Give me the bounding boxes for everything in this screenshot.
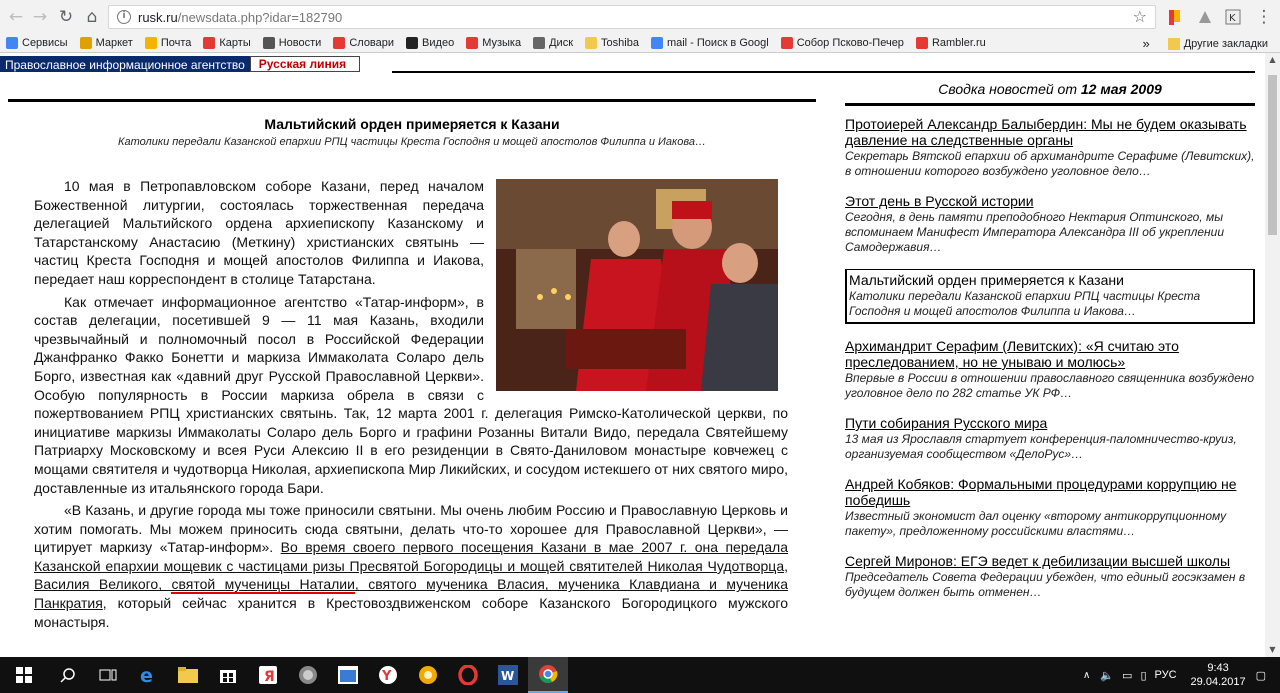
scroll-down-icon[interactable]: ▼ — [1269, 645, 1276, 654]
clock-date: 29.04.2017 — [1190, 676, 1246, 688]
article-rule — [8, 99, 816, 102]
underlined-text: Во время своего первого посещения Казани в мае 2007 г. она передала Казанской епархии мощевик с частицами ризы Пресвятой Богородицы и мощей святителей Николая Чудотворца, Василия Великого, — [34, 539, 788, 593]
svg-text:Я: Я — [264, 669, 275, 684]
bookmark-item[interactable]: Карты — [203, 37, 250, 49]
bookmark-star-icon[interactable]: ☆ — [1132, 7, 1147, 26]
news-desc: Впервые в России в отношении православного священника возбуждено уголовное дело по 282 статье УК РФ… — [845, 371, 1255, 400]
page-scrollbar[interactable] — [1265, 53, 1280, 657]
news-title-link[interactable]: Протоиерей Александр Балыбердин: Мы не будем оказывать давление на следственные органы — [845, 116, 1247, 148]
bookmark-item[interactable]: Музыка — [466, 37, 521, 49]
file-explorer-icon[interactable] — [168, 657, 208, 693]
volume-icon[interactable]: 🔈 — [1100, 668, 1115, 682]
maps-icon — [203, 37, 215, 49]
bookmark-item[interactable]: Диск — [533, 37, 573, 49]
bookmark-item[interactable]: Новости — [263, 37, 322, 49]
folder-icon — [1168, 38, 1180, 50]
news-desc: Католики передали Казанской епархии РПЦ частицы Креста Господня и мощей апостолов Филиппа и Иакова… — [849, 289, 1201, 318]
bookmark-item[interactable]: Toshiba — [585, 37, 639, 49]
news-item[interactable] — [845, 116, 1255, 179]
yandex-browser-icon[interactable] — [368, 657, 408, 693]
notifications-icon[interactable]: ▢ — [1255, 668, 1266, 682]
app-circle-icon[interactable] — [288, 657, 328, 693]
clock[interactable] — [1191, 661, 1246, 689]
news-item[interactable] — [845, 476, 1255, 539]
mail-icon — [145, 37, 157, 49]
search-icon[interactable] — [48, 657, 88, 693]
scroll-up-icon[interactable]: ▲ — [1269, 55, 1276, 64]
news-desc: Известный экономист дал оценку «второму антикоррупционному пакету», предложенному российскими властями… — [845, 509, 1227, 538]
google-icon — [651, 37, 663, 49]
news-title-link[interactable]: Этот день в Русской истории — [845, 193, 1034, 209]
taskbar — [0, 657, 1280, 693]
news-title-link[interactable]: Архимандрит Серафим (Левитских): «Я считаю это преследованием, но не унываю и молюсь» — [845, 338, 1179, 370]
news-title-link[interactable]: Андрей Кобяков: Формальными процедурами коррупцию не победишь — [845, 476, 1237, 508]
paragraph-2: Как отмечает информационное агентство «Татар-информ», в состав делегации, посетившей 9 — 11 мая Казань, входили чрезвычайный и полномочный посол в Российской Федерации Джанфранко Факко Бонетти и маркиза Иммаколата Соларо дель Борго, известная как «давний друг Русской Православной Церкви». Особую популярность в России маркиза обрела в связи с пожертвованием РПЦ христианских святынь. Так, 12 марта 2001 г. делегация Римско-Католической церкви, по инициативе маркизы Иммаколаты Соларо дель Борго и графини Розанны Витали Видо, передала Святейшему Патриарху Московскому и всея Руси Алексию II в его резиденции в Свято-Даниловом монастыре ковчежец с мощами святителя и чудотворца Николая, архиепископа Мир Ликийских, и сосудом истекшего от них святого миро, доставленные из итальянского города Бари. — [34, 293, 788, 496]
news-desc: Председатель Совета Федерации убежден, что единый госэкзамен в будущем должен быть отменен… — [845, 570, 1246, 599]
site-tabs — [0, 56, 360, 72]
bookmark-flag-icon[interactable] — [1166, 8, 1184, 26]
paragraph-3: «В Казань, и другие города мы тоже приносили святыни. Мы очень любим Россию и Православную Церковь и хотим помогать. Мы можем приносить сюда святыни, делать что-то хорошее для Православной Церкви», — цитирует маркизу «Татар-информ». Во время своего первого посещения Казани в мае 2007 г. она передала Казанской епархии мощевик с частицами ризы Пресвятой Богородицы и мощей святителей Николая Чудотворца, Василия Великого, святой мученицы Наталии, святого мученика Власия, мученика Клавдиана и мученика Панкратия, который сейчас хранится в Крестовоздвиженском соборе Казанского Богородицкого мужского монастыря. — [34, 502, 788, 630]
url-path: /newsdata.php?idar=182790 — [177, 9, 343, 25]
menu-icon[interactable]: ⋮ — [1255, 7, 1273, 27]
news-title-link[interactable]: Сергей Миронов: ЕГЭ ведет к дебилизации высшей школы — [845, 553, 1231, 569]
article-column — [8, 99, 816, 149]
article-body — [34, 177, 788, 635]
scrollbar-thumb[interactable] — [1268, 75, 1277, 235]
tab-agency[interactable]: Православное информационное агентство — [0, 56, 250, 72]
highlighted-text: святой мученицы Наталии — [171, 576, 355, 593]
music-icon — [466, 37, 478, 49]
browser-toolbar — [0, 0, 1280, 34]
address-bar[interactable] — [108, 5, 1156, 29]
underlined-text-end: , святого мученика Власия, мученика Клавдиана и мученика Панкратия — [34, 576, 788, 612]
bookmark-item[interactable]: Маркет — [80, 37, 133, 49]
news-title-link[interactable]: Пути собирания Русского мира — [845, 415, 1048, 431]
back-icon[interactable]: ← — [8, 7, 24, 27]
opera-icon[interactable] — [448, 657, 488, 693]
more-bookmarks-button[interactable]: » — [1142, 36, 1150, 51]
bookmark-item[interactable]: Собор Псково-Печер — [781, 37, 904, 49]
news-item[interactable] — [845, 415, 1255, 462]
news-desc: Секретарь Вятской епархии об архимандрите Серафиме (Левитских), в отношении которого возбуждено уголовное дело… — [845, 149, 1255, 178]
svg-text:e: e — [140, 665, 153, 685]
news-item[interactable] — [845, 338, 1255, 401]
folder-icon — [585, 37, 597, 49]
network-icon[interactable]: ▭ — [1122, 668, 1133, 682]
bookmark-item[interactable]: Видео — [406, 37, 454, 49]
yandex-icon[interactable] — [248, 657, 288, 693]
yandex-icon — [781, 37, 793, 49]
news-desc: 13 мая из Ярославля стартует конференция-паломничество-круиз, организуемая сообществом «ДелоРус»… — [845, 432, 1237, 461]
home-icon[interactable]: ⌂ — [86, 7, 98, 27]
news-item[interactable] — [845, 193, 1255, 255]
dictionary-icon — [333, 37, 345, 49]
profile-icon[interactable] — [1224, 8, 1242, 26]
bookmark-item[interactable]: Словари — [333, 37, 394, 49]
news-title: Мальтийский орден примеряется к Казани — [849, 272, 1124, 288]
article-photo — [496, 179, 778, 391]
bookmark-item[interactable]: Почта — [145, 37, 192, 49]
extension-icon[interactable] — [1196, 8, 1214, 26]
tab-brand[interactable]: Русская линия — [250, 56, 360, 72]
market-icon — [80, 37, 92, 49]
other-bookmarks[interactable]: Другие закладки — [1183, 37, 1268, 50]
article-title: Мальтийский орден примеряется к Казани — [264, 116, 560, 132]
battery-icon[interactable]: ▯ — [1140, 668, 1147, 682]
video-icon — [406, 37, 418, 49]
disk-icon — [533, 37, 545, 49]
news-item[interactable] — [845, 553, 1255, 600]
bookmark-item[interactable]: Сервисы — [6, 37, 68, 49]
news-list — [845, 116, 1255, 600]
svg-text:Y: Y — [382, 669, 392, 684]
windows-start-icon[interactable] — [0, 657, 48, 693]
news-sidebar — [845, 75, 1255, 614]
app-orange-icon[interactable] — [408, 657, 448, 693]
sidebar-rule — [845, 103, 1255, 106]
digest-header: Сводка новостей от 12 мая 2009 — [938, 81, 1162, 97]
bookmarks-bar — [0, 34, 1280, 53]
info-icon[interactable]: i — [117, 10, 131, 24]
bookmark-item[interactable]: mail - Поиск в Googl — [651, 37, 769, 49]
bookmark-item[interactable]: Rambler.ru — [916, 37, 986, 49]
digest-date: 12 мая 2009 — [1080, 81, 1162, 97]
app-window-icon[interactable] — [328, 657, 368, 693]
page-content — [0, 53, 1280, 657]
language-indicator[interactable]: РУС — [1154, 669, 1177, 681]
article-subtitle: Католики передали Казанской епархии РПЦ частицы Креста Господня и мощей апостолов Филиппа и Иакова… — [118, 136, 706, 148]
news-icon — [263, 37, 275, 49]
paragraph-1: 10 мая в Петропавловском соборе Казани, перед началом Божественной литургии, состоялась торжественная передача делегацией Мальтийского ордена архиепископу Казанскому и Татарстанскому Анастасию (Меткину) христианских святынь — частиц Креста Господня и мощей апостолов Филиппа и Иакова, передает наш корреспондент в столице Татарстана. — [34, 178, 484, 287]
url-host: rusk.ru — [138, 9, 178, 25]
system-tray — [1083, 657, 1280, 693]
tray-chevron-icon[interactable]: ∧ — [1083, 669, 1091, 681]
top-rule — [392, 71, 1255, 73]
reload-icon[interactable]: ↻ — [58, 7, 74, 27]
apps-icon — [6, 37, 18, 49]
edge-icon[interactable] — [128, 657, 168, 693]
svg-text:K: K — [1229, 13, 1236, 24]
svg-text:W: W — [501, 669, 515, 683]
clock-time: 9:43 — [1207, 662, 1229, 674]
store-icon[interactable] — [208, 657, 248, 693]
chrome-icon[interactable] — [528, 657, 568, 693]
task-view-icon[interactable] — [88, 657, 128, 693]
forward-icon[interactable]: → — [32, 7, 48, 27]
rambler-icon — [916, 37, 928, 49]
word-icon[interactable] — [488, 657, 528, 693]
news-item-current[interactable] — [845, 269, 1255, 324]
news-desc: Сегодня, в день памяти преподобного Нектария Оптинского, мы вспоминаем Манифест Императора Александра III об укреплении Самодержавия… — [845, 210, 1224, 254]
